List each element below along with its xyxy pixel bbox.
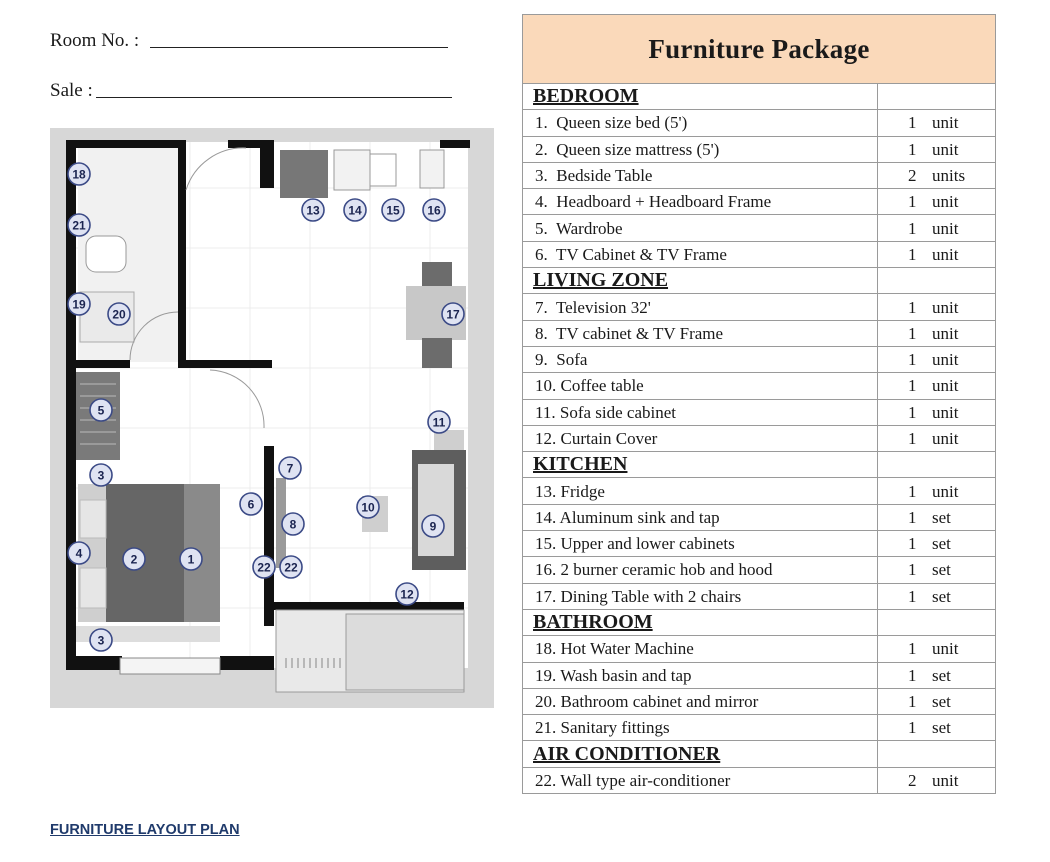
table-row (523, 241, 996, 267)
table-row (523, 162, 996, 188)
item-name: 9. Sofa (523, 346, 878, 372)
sink (334, 150, 370, 190)
marker-label: 8 (289, 517, 297, 532)
marker-label: 22 (257, 560, 271, 575)
item-name: 11. Sofa side cabinet (523, 399, 878, 425)
marker-label: 10 (361, 500, 375, 515)
furniture-marker (123, 548, 145, 570)
bedside-table-bottom (80, 568, 106, 608)
fridge (280, 150, 328, 198)
furniture-marker (68, 163, 90, 185)
furniture-marker (90, 464, 112, 486)
table-row (523, 215, 996, 241)
item-qty-number: 1 (908, 665, 917, 685)
item-qty-number: 1 (908, 113, 917, 133)
item-qty-unit: set (932, 586, 951, 606)
dining-chair-top (422, 262, 452, 288)
item-qty-number: 1 (908, 429, 917, 448)
item-name: 16. 2 burner ceramic hob and hood (523, 557, 878, 583)
marker-label: 3 (97, 468, 105, 483)
table-row (523, 346, 996, 372)
item-name: 8. TV cabinet & TV Frame (523, 320, 878, 346)
item-qty-number: 1 (908, 481, 917, 501)
marker-label: 14 (348, 203, 362, 218)
section-heading: LIVING ZONE (523, 268, 878, 294)
furniture-marker (282, 513, 304, 535)
furniture-marker (382, 199, 404, 221)
item-qty-unit: unit (932, 402, 959, 422)
item-qty-unit: unit (932, 139, 959, 159)
furniture-marker (68, 214, 90, 236)
table-row (523, 425, 996, 451)
table-row (523, 478, 996, 504)
item-qty-unit: set (932, 534, 951, 554)
table-row (523, 373, 996, 399)
table-row (523, 636, 996, 662)
bedroom-window (120, 658, 220, 674)
section-heading: KITCHEN (523, 452, 878, 478)
item-name: 15. Upper and lower cabinets (523, 531, 878, 557)
table-row (523, 320, 996, 346)
item-quantity (878, 662, 996, 688)
room-number-line[interactable] (150, 47, 448, 48)
item-qty-number: 1 (908, 139, 917, 159)
section-qty-empty (878, 741, 996, 767)
furniture-marker (428, 411, 450, 433)
table-row (523, 136, 996, 162)
toilet (86, 236, 126, 272)
marker-label: 6 (247, 497, 255, 512)
item-quantity (878, 189, 996, 215)
item-name: 21. Sanitary fittings (523, 715, 878, 741)
table-row (523, 399, 996, 425)
item-name: 4. Headboard + Headboard Frame (523, 189, 878, 215)
dining-chair-bottom (422, 338, 452, 368)
item-quantity (878, 767, 996, 793)
item-quantity (878, 215, 996, 241)
section-heading: AIR CONDITIONER (523, 741, 878, 767)
item-name: 14. Aluminum sink and tap (523, 504, 878, 530)
item-quantity (878, 241, 996, 267)
marker-label: 13 (306, 203, 320, 218)
floor-plan (50, 128, 494, 708)
item-qty-unit: set (932, 665, 951, 685)
marker-label: 19 (72, 297, 86, 312)
item-qty-unit: unit (932, 376, 959, 396)
item-qty-number: 1 (908, 586, 917, 606)
item-quantity (878, 478, 996, 504)
table-row (523, 294, 996, 320)
balcony-inner (346, 614, 464, 690)
item-qty-number: 1 (908, 218, 917, 238)
table-row (523, 767, 996, 793)
furniture-package-table (522, 14, 996, 794)
table-row (523, 688, 996, 714)
item-qty-unit: set (932, 718, 951, 738)
section-heading: BEDROOM (523, 84, 878, 110)
item-name: 3. Bedside Table (523, 162, 878, 188)
furniture-marker (357, 496, 379, 518)
item-name: 22. Wall type air-conditioner (523, 767, 878, 793)
item-qty-number: 2 (908, 166, 917, 186)
item-qty-unit: unit (932, 113, 959, 133)
table-row (523, 557, 996, 583)
item-qty-number: 1 (908, 192, 917, 212)
table-row (523, 583, 996, 609)
item-quantity (878, 136, 996, 162)
marker-label: 7 (286, 461, 294, 476)
item-qty-unit: unit (932, 639, 959, 659)
item-qty-unit: unit (932, 770, 959, 790)
marker-label: 3 (97, 633, 105, 648)
marker-label: 17 (446, 307, 460, 322)
table-row (523, 531, 996, 557)
item-qty-number: 1 (908, 297, 917, 317)
sale-line[interactable] (96, 97, 452, 98)
item-qty-number: 1 (908, 350, 917, 370)
item-qty-number: 1 (908, 639, 917, 659)
item-name: 20. Bathroom cabinet and mirror (523, 688, 878, 714)
package-title: Furniture Package (523, 15, 996, 84)
marker-label: 18 (72, 167, 86, 182)
section-qty-empty (878, 84, 996, 110)
item-quantity (878, 715, 996, 741)
item-name: 10. Coffee table (523, 373, 878, 399)
furniture-marker (279, 457, 301, 479)
item-qty-unit: units (932, 166, 966, 186)
item-qty-unit: unit (932, 429, 959, 448)
section-heading: BATHROOM (523, 609, 878, 635)
marker-label: 5 (97, 403, 105, 418)
item-qty-unit: unit (932, 218, 959, 238)
furniture-marker (396, 583, 418, 605)
item-quantity (878, 110, 996, 136)
marker-label: 9 (429, 519, 437, 534)
item-qty-number: 1 (908, 244, 917, 264)
marker-label: 21 (72, 218, 86, 233)
item-qty-unit: unit (932, 350, 959, 370)
furniture-marker (423, 199, 445, 221)
item-qty-number: 1 (908, 323, 917, 343)
item-quantity (878, 557, 996, 583)
table-row (523, 504, 996, 530)
plan-caption: FURNITURE LAYOUT PLAN (50, 822, 240, 838)
item-quantity (878, 320, 996, 346)
item-name: 17. Dining Table with 2 chairs (523, 583, 878, 609)
section-row (523, 609, 996, 635)
item-name: 2. Queen size mattress (5') (523, 136, 878, 162)
sink-bowl (370, 154, 396, 186)
sofa-seat (418, 464, 454, 556)
item-quantity (878, 399, 996, 425)
item-qty-number: 1 (908, 534, 917, 554)
table-row (523, 715, 996, 741)
furniture-marker (302, 199, 324, 221)
item-quantity (878, 425, 996, 451)
section-row (523, 84, 996, 110)
section-qty-empty (878, 609, 996, 635)
furniture-marker (422, 515, 444, 537)
hob (420, 150, 444, 188)
item-quantity (878, 373, 996, 399)
section-row (523, 452, 996, 478)
sale-label: Sale : (50, 80, 93, 101)
item-name: 13. Fridge (523, 478, 878, 504)
item-quantity (878, 346, 996, 372)
item-quantity (878, 162, 996, 188)
marker-label: 20 (112, 307, 126, 322)
item-qty-unit: unit (932, 192, 959, 212)
marker-label: 2 (130, 552, 138, 567)
item-qty-unit: unit (932, 481, 959, 501)
furniture-marker (280, 556, 302, 578)
table-row (523, 110, 996, 136)
section-qty-empty (878, 452, 996, 478)
item-qty-number: 1 (908, 718, 917, 738)
item-name: 19. Wash basin and tap (523, 662, 878, 688)
item-name: 5. Wardrobe (523, 215, 878, 241)
item-quantity (878, 583, 996, 609)
section-row (523, 268, 996, 294)
item-name: 1. Queen size bed (5') (523, 110, 878, 136)
item-quantity (878, 688, 996, 714)
item-qty-number: 1 (908, 691, 917, 711)
furniture-marker (68, 542, 90, 564)
marker-label: 12 (400, 587, 414, 602)
room-number-label: Room No. : (50, 30, 140, 51)
item-qty-unit: unit (932, 297, 959, 317)
item-name: 6. TV Cabinet & TV Frame (523, 241, 878, 267)
furniture-marker (344, 199, 366, 221)
item-qty-number: 1 (908, 376, 917, 396)
furniture-marker (253, 556, 275, 578)
item-quantity (878, 294, 996, 320)
furniture-marker (90, 629, 112, 651)
section-row (523, 741, 996, 767)
item-qty-number: 2 (908, 770, 917, 790)
furniture-marker (68, 293, 90, 315)
item-qty-number: 1 (908, 507, 917, 527)
item-qty-unit: set (932, 560, 951, 580)
item-name: 7. Television 32' (523, 294, 878, 320)
marker-label: 15 (386, 203, 400, 218)
section-qty-empty (878, 268, 996, 294)
item-qty-unit: unit (932, 323, 959, 343)
item-qty-unit: unit (932, 244, 959, 264)
furniture-marker (240, 493, 262, 515)
marker-label: 16 (427, 203, 441, 218)
marker-label: 11 (432, 415, 446, 430)
marker-label: 1 (187, 552, 195, 567)
furniture-marker (442, 303, 464, 325)
item-quantity (878, 531, 996, 557)
marker-label: 4 (75, 546, 83, 561)
item-qty-unit: set (932, 507, 951, 527)
item-qty-number: 1 (908, 402, 917, 422)
item-quantity (878, 504, 996, 530)
table-row (523, 662, 996, 688)
item-name: 12. Curtain Cover (523, 425, 878, 451)
furniture-marker (108, 303, 130, 325)
item-qty-number: 1 (908, 560, 917, 580)
item-qty-unit: set (932, 691, 951, 711)
item-name: 18. Hot Water Machine (523, 636, 878, 662)
item-quantity (878, 636, 996, 662)
furniture-marker (90, 399, 112, 421)
furniture-marker (180, 548, 202, 570)
bedside-table-top (80, 500, 106, 538)
marker-label: 22 (284, 560, 298, 575)
table-row (523, 189, 996, 215)
